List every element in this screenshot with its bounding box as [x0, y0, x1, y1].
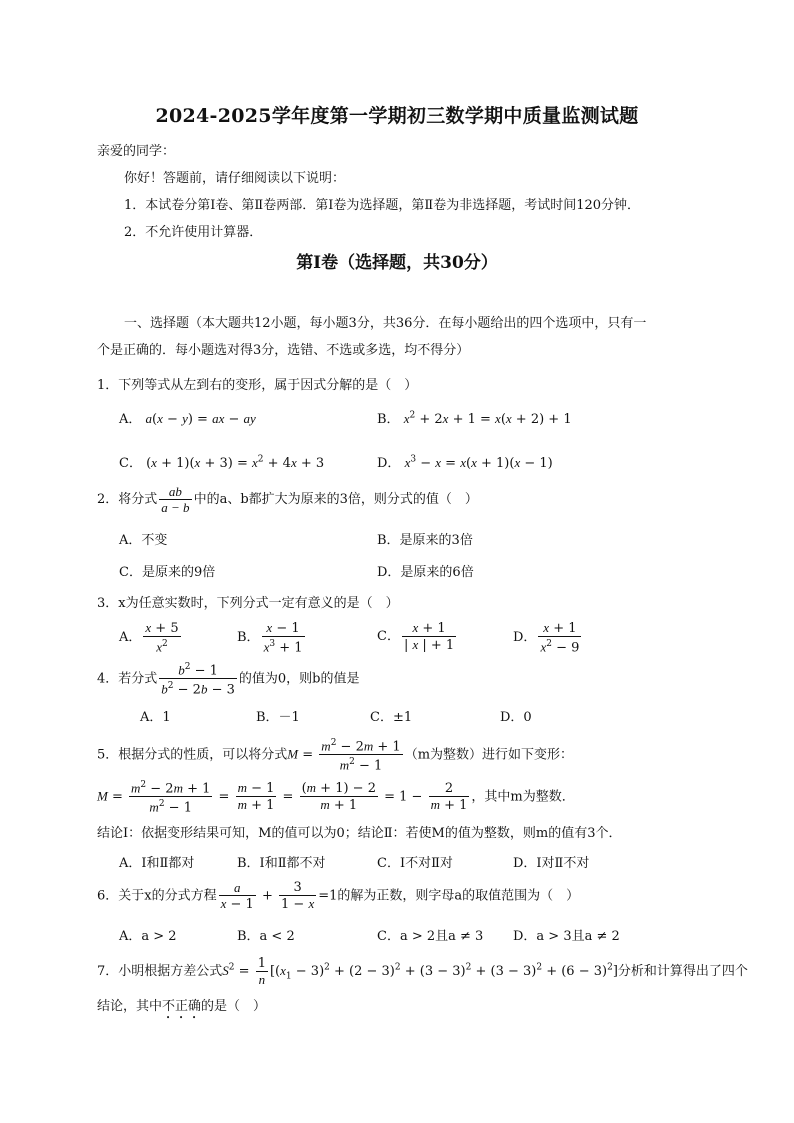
q6-option-c: C．a > 2且a ≠ 3 — [377, 929, 484, 944]
q5-option-b: B．Ⅰ和Ⅱ都不对 — [237, 856, 326, 871]
q1-option-d: D． $x^3 - x = x(x + 1)(x - 1)$ — [377, 454, 553, 471]
q5-option-d: D．Ⅰ对Ⅱ不对 — [513, 856, 590, 871]
q4-option-d: D．0 — [500, 710, 532, 725]
q5-option-c: C．Ⅰ不对Ⅱ对 — [377, 856, 453, 871]
q3-option-b: B． $\frac{x - 1}{x^3 + 1}$ — [237, 620, 303, 656]
q3-option-d: D． $\frac{x + 1}{x^2 - 9}$ — [513, 620, 580, 656]
q3-stem: 3．x为任意实数时，下列分式一定有意义的是（ ） — [97, 596, 399, 611]
part-title: 第Ⅰ卷（选择题，共30分） — [296, 253, 498, 273]
instruction-1: 1．本试卷分第Ⅰ卷、第Ⅱ卷两部．第Ⅰ卷为选择题，第Ⅱ卷为非选择题，考试时间120分钟． — [124, 198, 641, 213]
q5-stem: 5．根据分式的性质，可以将分式M = $\frac{m^2 - 2m + 1}{m^2 - 1}$ （m为整数）进行如下变形： — [97, 738, 574, 774]
q6-stem: 6．关于x的分式方程 $\frac{a}{x - 1}$ + $\frac{3}{1 - x}$ =1的解为正数，则字母a的取值范围为（ ） — [97, 880, 580, 912]
page-title: 2024-2025学年度第一学期初三数学期中质量监测试题 — [155, 105, 639, 127]
q4-option-a: A．1 — [140, 710, 171, 725]
q1-option-c: C． $(x + 1)(x + 3) = x^2 + 4x + 3$ — [119, 454, 325, 471]
q5-derivation: M = $\frac{m^2 - 2m + 1}{m^2 - 1}$ = $\frac{m - 1}{m + 1}$ = $\frac{(m + 1) - 2}{m + 1}$ = 1 − $\frac{2}{m + 1}$ ，其中m为整数． — [97, 780, 575, 816]
q2-fraction: $\frac{ab}{a - b}$ — [161, 484, 190, 515]
instruction-2: 2．不允许使用计算器． — [124, 225, 263, 240]
q7-stem: 7．小明根据方差公式$S^2$ = $\frac{1}{n}$ $[(x_1 - 3)^2 + (2 - 3)^2 + (3 - 3)^2 + (3 - 3)^2 + (6 - 3)^2]$分析和计算得出了四个 — [97, 956, 748, 987]
q2-option-a: A．不变 — [119, 533, 168, 548]
q4-option-b: B．－1 — [256, 710, 300, 725]
q2-option-b: B．是原来的3倍 — [377, 533, 473, 548]
q1-stem: 1．下列等式从左到右的变形，属于因式分解的是（ ） — [97, 378, 418, 393]
q1-option-b: B． $x^2 + 2x + 1 = x(x + 2) + 1$ — [377, 410, 572, 427]
q3-option-c: C． $\frac{x + 1}{| x | + 1}$ — [377, 620, 455, 653]
emphasis-not-correct: 不正确 — [162, 999, 202, 1014]
q2-option-c: C．是原来的9倍 — [119, 565, 216, 580]
greeting: 亲爱的同学： — [97, 144, 176, 159]
section-header-line2: 个是正确的．每小题选对得3分，选错、不选或多选，均不得分） — [97, 343, 470, 358]
section-header-line1: 一、选择题（本大题共12小题，每小题3分，共36分．在每小题给出的四个选项中，只有一 — [124, 316, 647, 331]
q1-option-a: A． a(x − y) = ax − ay — [119, 411, 256, 427]
q4-option-c: C．±1 — [370, 710, 413, 725]
q3-option-a: A． $\frac{x + 5}{x^2}$ — [119, 620, 179, 655]
q6-option-d: D．a > 3且a ≠ 2 — [513, 929, 620, 944]
intro: 你好！答题前，请仔细阅读以下说明： — [124, 171, 346, 186]
q2-stem: 2．将分式 $\frac{ab}{a - b}$ 中的a、b都扩大为原来的3倍，则分式的值（ ） — [97, 484, 478, 515]
q5-option-a: A．Ⅰ和Ⅱ都对 — [119, 856, 195, 871]
q6-option-a: A．a > 2 — [119, 929, 177, 944]
q4-stem: 4．若分式 $\frac{b^2 - 1}{b^2 - 2b - 3}$ 的值为0，则b的值是 — [97, 662, 360, 698]
q7-stem-line2: 结论，其中不正确的是（ ） — [97, 999, 267, 1014]
q2-option-d: D．是原来的6倍 — [377, 565, 474, 580]
q6-option-b: B．a < 2 — [237, 929, 295, 944]
q5-conclusion: 结论Ⅰ：依据变形结果可知，M的值可以为0；结论Ⅱ：若使M的值为整数，则m的值有3个． — [97, 826, 622, 841]
